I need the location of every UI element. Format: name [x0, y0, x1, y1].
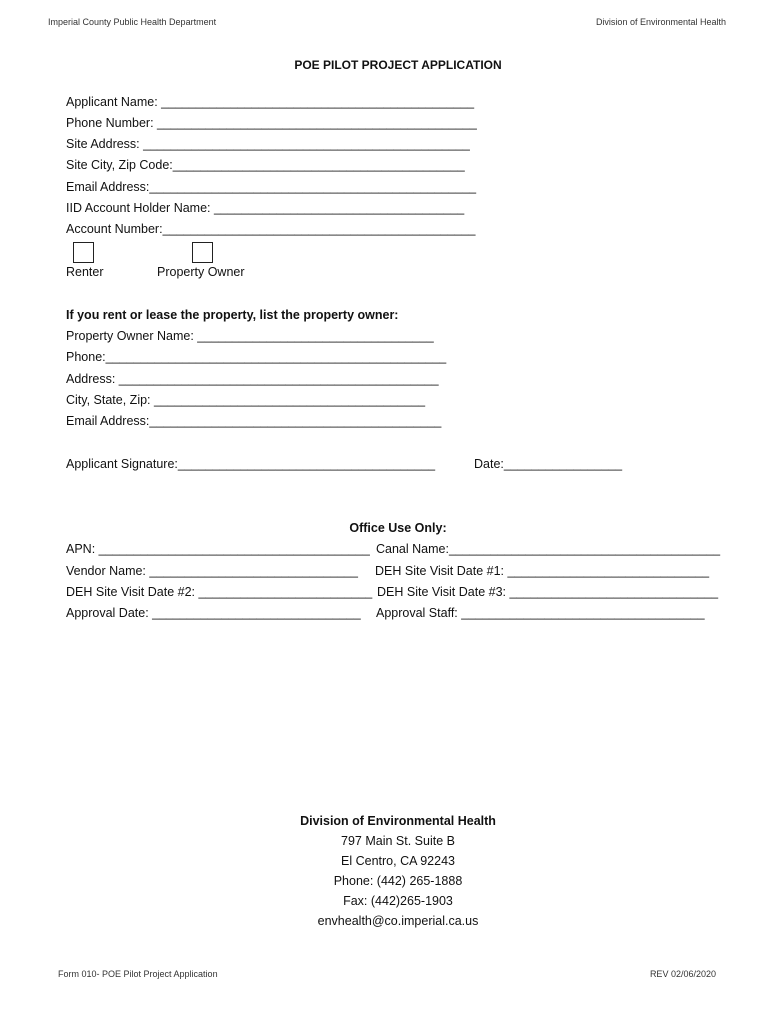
applicant-signature-field[interactable]: Applicant Signature:_____________________________________	[66, 457, 436, 471]
site-address-field[interactable]: Site Address: _______________________________________________	[66, 137, 470, 151]
account-number-field[interactable]: Account Number:_____________________________________________	[66, 222, 476, 236]
contact-fax: Fax: (442)265-1903	[343, 894, 453, 908]
owner-email-field[interactable]: Email Address:__________________________________________	[66, 414, 442, 428]
renter-label: Renter	[66, 265, 104, 279]
header-division: Division of Environmental Health	[595, 17, 726, 27]
phone-number-field[interactable]: Phone Number: ______________________________________________	[66, 116, 477, 130]
iid-account-holder-field[interactable]: IID Account Holder Name: ____________________________________	[66, 201, 465, 215]
renter-checkbox[interactable]	[73, 242, 94, 263]
property-owner-label: Property Owner	[157, 265, 245, 279]
deh-visit-2-field: DEH Site Visit Date #2: _________________________	[66, 585, 373, 599]
footer-revision: REV 02/06/2020	[649, 969, 716, 979]
owner-address-field[interactable]: Address: ______________________________________________	[66, 372, 439, 386]
vendor-name-field: Vendor Name: ______________________________	[66, 564, 358, 578]
contact-address: 797 Main St. Suite B	[341, 834, 455, 848]
office-use-heading: Office Use Only:	[349, 521, 447, 535]
owner-section-heading: If you rent or lease the property, list the property owner:	[66, 308, 399, 322]
contact-city: El Centro, CA 92243	[341, 854, 455, 868]
approval-date-field: Approval Date: ______________________________	[66, 606, 361, 620]
owner-city-state-zip-field[interactable]: City, State, Zip: _______________________________________	[66, 393, 426, 407]
property-owner-checkbox[interactable]	[192, 242, 213, 263]
site-city-zip-field[interactable]: Site City, Zip Code:__________________________________________	[66, 158, 465, 172]
form-title: POE PILOT PROJECT APPLICATION	[294, 58, 502, 72]
apn-field: APN: _______________________________________	[66, 542, 370, 556]
contact-phone: Phone: (442) 265-1888	[333, 874, 463, 888]
applicant-name-field[interactable]: Applicant Name: _____________________________________________	[66, 95, 475, 109]
contact-org: Division of Environmental Health	[300, 814, 496, 828]
header-department: Imperial County Public Health Department	[48, 17, 217, 27]
email-address-field[interactable]: Email Address:_______________________________________________	[66, 180, 477, 194]
footer-form-name: Form 010- POE Pilot Project Application	[58, 969, 218, 979]
contact-email: envhealth@co.imperial.ca.us	[317, 914, 479, 928]
deh-visit-3-field: DEH Site Visit Date #3: ______________________________	[377, 585, 719, 599]
property-owner-name-field[interactable]: Property Owner Name: __________________________________	[66, 329, 434, 343]
owner-phone-field[interactable]: Phone:_________________________________________________	[66, 350, 447, 364]
date-field[interactable]: Date:_________________	[474, 457, 623, 471]
deh-visit-1-field: DEH Site Visit Date #1: _____________________________	[375, 564, 710, 578]
approval-staff-field: Approval Staff: ___________________________________	[376, 606, 705, 620]
canal-name-field: Canal Name:_______________________________________	[376, 542, 721, 556]
